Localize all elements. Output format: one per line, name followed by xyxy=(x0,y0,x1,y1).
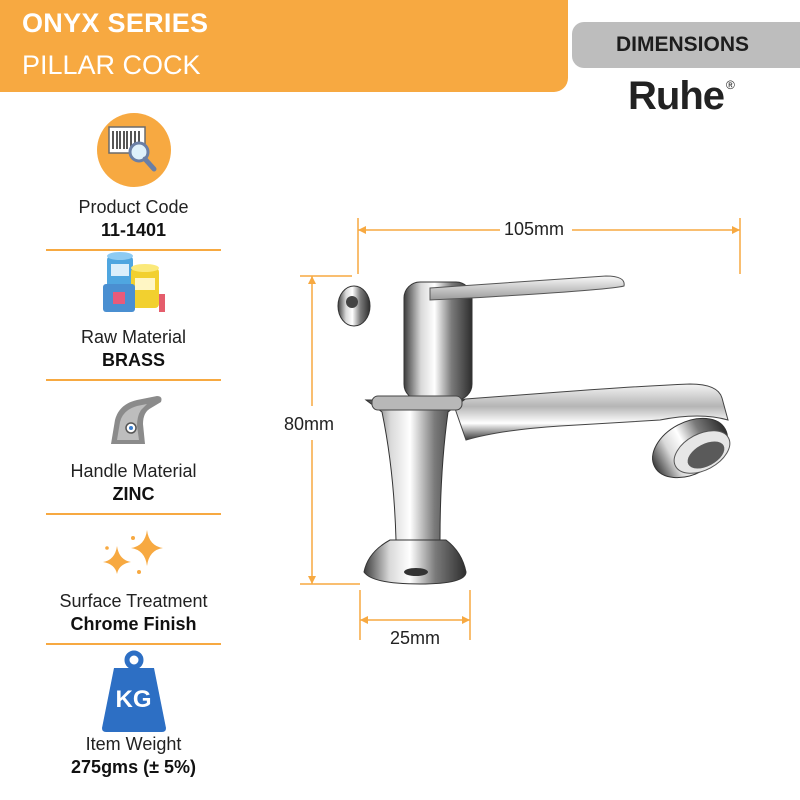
spec-item-weight xyxy=(46,650,221,778)
spec-raw-material xyxy=(46,250,221,381)
width-dimension: 105mm xyxy=(504,219,565,239)
sparkle-icon xyxy=(99,528,169,582)
base-dimension: 25mm xyxy=(390,628,441,648)
spec-label: Handle Material xyxy=(70,461,197,481)
barcode-icon xyxy=(96,112,172,188)
spec-value: Chrome Finish xyxy=(70,614,197,634)
spec-product-code xyxy=(46,112,221,251)
header-banner xyxy=(0,0,568,92)
divider xyxy=(46,513,221,515)
material-cans-icon xyxy=(99,250,169,318)
divider xyxy=(46,643,221,645)
dimensions-label: DIMENSIONS xyxy=(616,33,750,56)
spec-surface-treatment xyxy=(46,528,221,645)
spec-label: Raw Material xyxy=(80,327,187,347)
spec-handle-material xyxy=(46,390,221,515)
spec-value: ZINC xyxy=(112,484,155,504)
spec-label: Surface Treatment xyxy=(59,591,208,611)
registered-mark: ® xyxy=(726,78,734,92)
handle-icon xyxy=(99,390,169,452)
spec-value: BRASS xyxy=(101,350,165,370)
weight-icon-text: KG xyxy=(115,686,152,713)
spec-label: Product Code xyxy=(78,197,189,217)
series-title: ONYX SERIES xyxy=(22,8,209,38)
dimensions-tab xyxy=(572,22,800,68)
product-subtitle: PILLAR COCK xyxy=(22,50,201,80)
brand-name: Ruhe xyxy=(628,74,724,118)
divider xyxy=(46,379,221,381)
brand-logo xyxy=(628,74,732,119)
aerator xyxy=(642,406,737,489)
spec-label: Item Weight xyxy=(85,734,182,754)
height-dimension: 80mm xyxy=(284,414,335,434)
spec-value: 11-1401 xyxy=(100,220,167,240)
weight-icon xyxy=(98,650,170,732)
spec-value: 275gms (± 5%) xyxy=(71,757,196,777)
